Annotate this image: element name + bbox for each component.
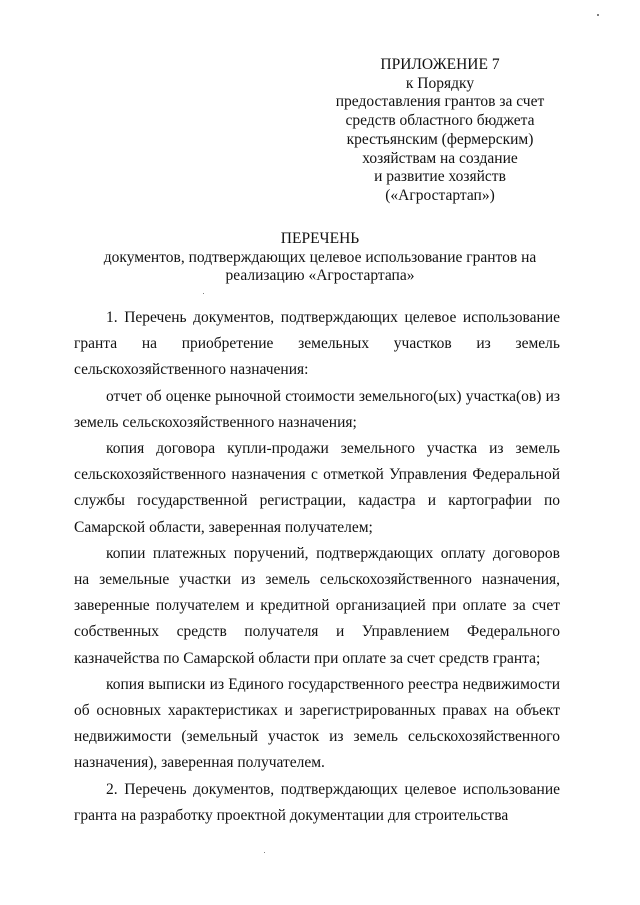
appendix-line: к Порядку bbox=[405, 74, 475, 92]
appendix-line: хозяйствам на создание bbox=[362, 149, 518, 167]
appendix-line: ПРИЛОЖЕНИЕ 7 bbox=[380, 56, 500, 73]
body-paragraph: отчет об оценке рыночной стоимости земельного(ых) участка(ов) из земель сельскохозяйственного назначения; bbox=[74, 387, 560, 431]
appendix-line: и развитие хозяйств bbox=[374, 168, 506, 186]
heading-subtitle-line: реализацию «Агростартапа» bbox=[225, 267, 415, 284]
scan-speck bbox=[597, 14, 599, 16]
document-body bbox=[74, 305, 560, 829]
body-paragraph: 1. Перечень документов, подтверждающих целевое использование гранта на приобретение земельных участков из земель сельскохозяйственного назначения: bbox=[74, 309, 560, 379]
appendix-block bbox=[320, 56, 560, 206]
body-paragraph: 2. Перечень документов, подтверждающих целевое использование гранта на разработку проектной документации для строительства bbox=[74, 780, 560, 824]
body-paragraph: копии платежных поручений, подтверждающих оплату договоров на земельные участки из земель сельскохозяйственного назначения, заверенные получателем и кредитной организацией при оплате за счет собственных средств получателя и Управлением Федерального казначейства по Самарской области при оплате за счет средств гранта; bbox=[74, 544, 560, 667]
document-heading bbox=[60, 230, 580, 286]
heading-subtitle-line: документов, подтверждающих целевое использование грантов на bbox=[103, 248, 537, 266]
appendix-line: средств областного бюджета bbox=[345, 112, 535, 130]
scan-speck bbox=[264, 852, 265, 853]
body-paragraph: копия договора купли-продажи земельного участка из земель сельскохозяйственного назначения с отметкой Управления Федеральной службы государственной регистрации, кадастра и картографии по Самарской области, заверенная получателем; bbox=[74, 440, 560, 536]
body-paragraph: копия выписки из Единого государственного реестра недвижимости об основных характеристиках и зарегистрированных правах на объект недвижимости (земельный участок из земель сельскохозяйственного назначения), заверенная получателем. bbox=[74, 675, 560, 772]
heading-title: ПЕРЕЧЕНЬ bbox=[280, 230, 360, 247]
scan-speck bbox=[203, 293, 204, 294]
appendix-line: крестьянским (фермерским) bbox=[346, 130, 534, 148]
appendix-line: («Агростартап») bbox=[385, 186, 495, 204]
appendix-line: предоставления грантов за счет bbox=[335, 93, 545, 111]
